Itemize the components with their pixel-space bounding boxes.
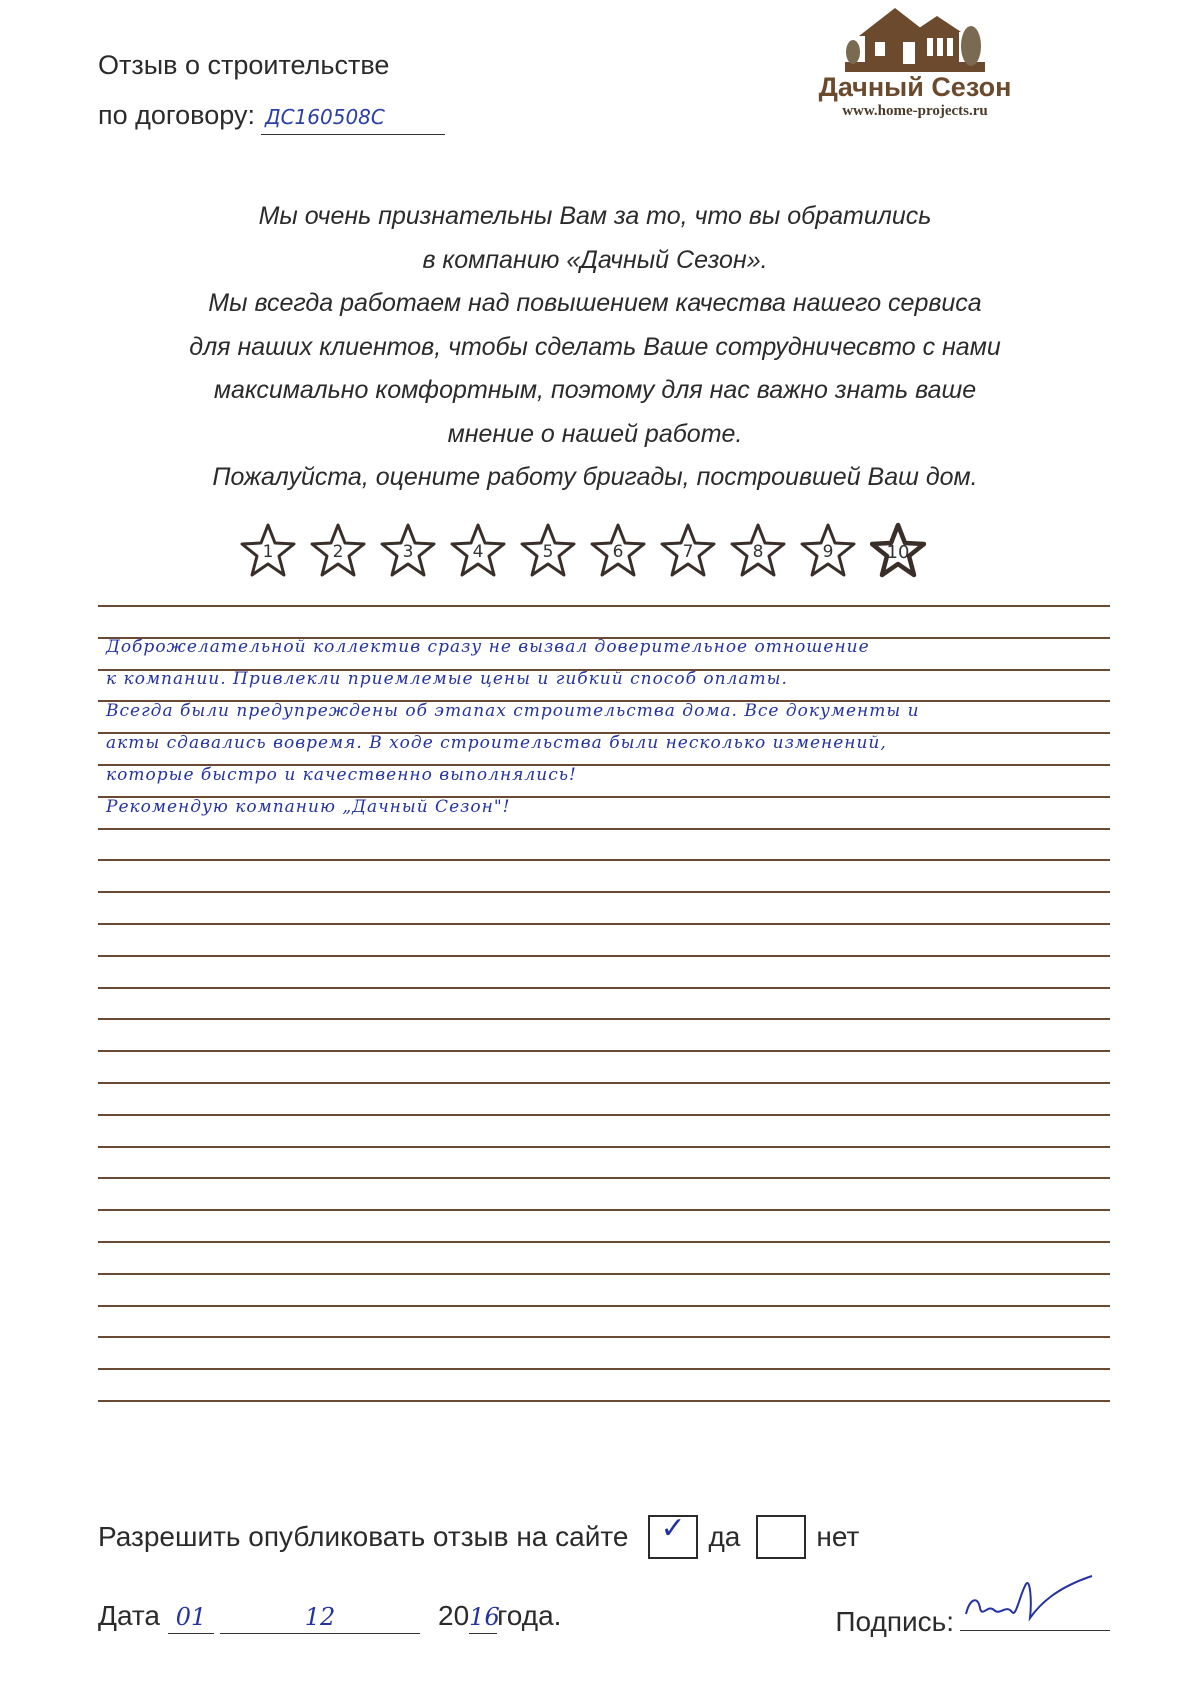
- ruled-line: [98, 1241, 1110, 1243]
- review-line: Доброжелательной коллектив сразу не вызвал доверительное отношение: [106, 637, 870, 657]
- publish-yes-checkbox[interactable]: [648, 1511, 698, 1559]
- logo-name: Дачный Сезон: [818, 72, 1012, 102]
- intro-line: максимально комфортным, поэтому для нас важно знать ваше: [213, 376, 977, 404]
- rating-star-6[interactable]: [590, 522, 646, 580]
- form-title: Отзыв о строительстве: [98, 50, 390, 80]
- rating-star-number: 1: [262, 542, 274, 562]
- ruled-line: [98, 1305, 1110, 1307]
- intro-line: мнение о нашей работе.: [447, 419, 743, 448]
- ruled-line: [98, 1273, 1110, 1275]
- ruled-line: [98, 987, 1110, 989]
- date-day-field[interactable]: 01: [168, 1601, 214, 1634]
- ruled-line: [98, 1400, 1110, 1402]
- ruled-line: [98, 1368, 1110, 1370]
- review-line: акты сдавались вовремя. В ходе строительства были несколько изменений,: [106, 733, 887, 753]
- ruled-line: [98, 669, 1110, 671]
- ruled-line: [98, 1050, 1110, 1052]
- review-line: к компании. Привлекли приемлемые цены и гибкий способ оплаты.: [106, 669, 788, 689]
- checkmark-icon: ✓: [660, 1511, 686, 1546]
- contract-number-field[interactable]: ДС160508С: [261, 100, 445, 135]
- ruled-line: [98, 1209, 1110, 1211]
- rating-star-5[interactable]: [520, 522, 576, 580]
- signature-field[interactable]: [960, 1600, 1110, 1631]
- publish-label: Разрешить опубликовать отзыв на сайте: [98, 1521, 629, 1552]
- intro-line: Мы всегда работаем над повышением качества нашего сервиса: [208, 289, 982, 317]
- ruled-line: [98, 891, 1110, 893]
- rating-star-number: 2: [332, 542, 344, 562]
- ruled-line: [98, 637, 1110, 639]
- rating-star-9[interactable]: [800, 522, 856, 580]
- ruled-line: [98, 1082, 1110, 1084]
- ruled-line: [98, 1177, 1110, 1179]
- ruled-line: [98, 605, 1110, 607]
- publish-consent: [98, 1511, 867, 1559]
- review-text-area[interactable]: [98, 605, 1110, 1485]
- ruled-line: [98, 1336, 1110, 1338]
- intro-line: Мы очень признательны Вам за то, что вы обратились: [258, 202, 932, 230]
- ruled-line: [98, 764, 1110, 766]
- rating-star-2[interactable]: [310, 522, 366, 580]
- rating-star-7[interactable]: [660, 522, 716, 580]
- ruled-line: [98, 732, 1110, 734]
- rating-star-number: 3: [402, 542, 414, 562]
- contract-row: [98, 90, 445, 140]
- rating-star-number: 5: [542, 542, 554, 562]
- intro-line: для наших клиентов, чтобы сделать Ваше сотрудничесвто с нами: [189, 332, 1001, 361]
- intro-line: Пожалуйста, оцените работу бригады, построившей Ваш дом.: [212, 463, 978, 491]
- signature-scribble-icon: [960, 1574, 1110, 1630]
- rating-star-number: 10: [886, 542, 910, 563]
- rating-star-10[interactable]: [870, 522, 926, 580]
- review-line: которые быстро и качественно выполнялись!: [106, 765, 577, 785]
- rating-star-4[interactable]: [450, 522, 506, 580]
- publish-no-label: нет: [816, 1521, 860, 1552]
- date-year-prefix: 20: [438, 1600, 470, 1631]
- date-year-word: года.: [497, 1600, 562, 1631]
- ruled-line: [98, 700, 1110, 702]
- review-line: Рекомендую компанию „Дачный Сезон"!: [106, 797, 511, 817]
- publish-no-checkbox[interactable]: [756, 1515, 806, 1559]
- form-header: [98, 40, 445, 140]
- date-label: Дата: [98, 1600, 161, 1631]
- logo-url: www.home-projects.ru: [842, 103, 988, 119]
- rating-stars: [240, 522, 926, 580]
- rating-star-3[interactable]: [380, 522, 436, 580]
- intro-text: [90, 195, 1100, 500]
- rating-star-1[interactable]: [240, 522, 296, 580]
- ruled-line: [98, 923, 1110, 925]
- ruled-line: [98, 859, 1110, 861]
- ruled-line: [98, 955, 1110, 957]
- signature-block: [835, 1600, 1110, 1638]
- rating-star-8[interactable]: [730, 522, 786, 580]
- ruled-line: [98, 1114, 1110, 1116]
- ruled-line: [98, 796, 1110, 798]
- signature-label: Подпись:: [835, 1606, 954, 1637]
- intro-line: в компанию «Дачный Сезон».: [422, 245, 768, 274]
- review-line: Всегда были предупреждены об этапах строительства дома. Все документы и: [106, 701, 920, 721]
- publish-yes-label: да: [708, 1521, 741, 1552]
- rating-star-number: 4: [472, 542, 484, 562]
- rating-star-number: 8: [752, 542, 764, 562]
- rating-star-number: 7: [682, 542, 694, 562]
- house-logo-icon: [845, 2, 985, 74]
- ruled-line: [98, 1018, 1110, 1020]
- date-year-field[interactable]: 16: [469, 1601, 497, 1634]
- company-logo: [800, 2, 1030, 132]
- contract-label: по договору:: [98, 100, 255, 130]
- rating-star-number: 6: [612, 542, 624, 562]
- form-footer: [98, 1600, 1110, 1637]
- ruled-line: [98, 828, 1110, 830]
- ruled-line: [98, 1146, 1110, 1148]
- rating-star-number: 9: [822, 542, 834, 562]
- date-month-field[interactable]: 12: [220, 1601, 420, 1634]
